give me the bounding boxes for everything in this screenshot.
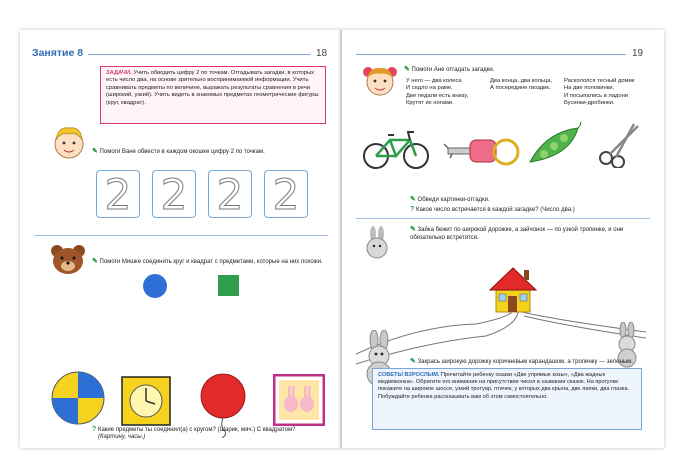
header-rule [88, 54, 310, 55]
left-page [20, 30, 342, 448]
riddle-instruction: ✎ Помоги Ане отгадать загадки. [404, 66, 495, 73]
question-line-1: ? Какие предметы ты соединил(а) с кругом? (Шарик, мяч.) С квадратом? [92, 426, 296, 433]
trace-box-2: 2 [152, 170, 196, 218]
trace-instruction: ✎ Помоги Ване обвести в каждом окошке цифру 2 по точкам. [92, 148, 265, 155]
boy-vanya-illustration [50, 122, 88, 162]
question-icon: ? [410, 206, 415, 213]
advice-text: Прочитайте ребенку сказки «Две упрямые козы», «Два жадных медвежонка». Обратите его внимание на присутствие чисел в названии сказок. На прогулке покажите на широкое шоссе, узкий тротуар, птичек, у которых два крыла, две лапки, два глазка. Побуждайте ребенка рассказывать вам об этом самостоятельно. [378, 372, 630, 400]
ball-illustration [50, 370, 106, 426]
riddle-1: У него — два колеса И седло на раме, Две педали есть внизу, Крутят их ногами. [406, 78, 469, 107]
advice-label: СОВЕТЫ ВЗРОСЛЫМ. [378, 372, 440, 378]
question-line-2: (Картину, часы.) [98, 434, 146, 440]
page-number-right: 19 [632, 48, 644, 59]
green-square-shape [218, 275, 239, 296]
tasks-box [100, 66, 326, 124]
lesson-title: Занятие 8 [32, 47, 84, 59]
pea-pod-illustration [526, 122, 584, 172]
blue-circle-shape [143, 274, 167, 298]
pencil-icon: ✎ [410, 196, 416, 203]
page-number-left: 18 [316, 48, 328, 59]
scissors-illustration [596, 120, 644, 168]
trace-box-4: 2 [264, 170, 308, 218]
pencil-icon: ✎ [410, 358, 416, 365]
number-question: ? Какое число встречается в каждой загадке? (Число два.) [410, 206, 575, 213]
bunny-instruction: ✎ Зайка бежит по широкой дорожке, а зайчонок — по узкой тропинке, и они обязательно встретятся. [410, 226, 624, 241]
pencil-icon: ✎ [92, 258, 98, 265]
section-divider [34, 235, 328, 236]
bunnies-picture-illustration [273, 374, 325, 426]
header-rule-right [356, 54, 626, 55]
question-icon: ? [92, 426, 97, 433]
section-divider-right [356, 218, 650, 219]
pencil-icon: ✎ [92, 148, 98, 155]
girl-anya-illustration [362, 62, 398, 98]
trace-box-1: 2 [96, 170, 140, 218]
color-instruction: ✎ Закрась широкую дорожку коричневым карандашом, а тропинку — зеленым. [410, 358, 633, 365]
bear-mishka-illustration [48, 242, 88, 276]
tasks-label: ЗАДАЧИ. [106, 70, 132, 76]
riddle-2: Два конца, два кольца, А посередине гвоздик. [490, 78, 553, 92]
pencil-icon: ✎ [410, 226, 416, 233]
bear-instruction: ✎ Помоги Мишке соединить круг и квадрат с предметами, которые на них похожи. [92, 258, 323, 265]
pencil-icon: ✎ [404, 66, 410, 73]
house-illustration [490, 268, 536, 312]
right-page [342, 30, 664, 448]
trace-box-3: 2 [208, 170, 252, 218]
key-ring-illustration [442, 128, 522, 174]
clock-picture-illustration [121, 376, 171, 426]
riddle-3: Раскололся тесный домик На две половинки, И посыпались в ладони Бусинки-дробинки. [564, 78, 635, 107]
circle-instruction: ✎ Обведи картинки-отгадки. [410, 196, 490, 203]
bicycle-illustration [362, 126, 430, 170]
tasks-text: Учить обводить цифру 2 по точкам. Отгадывать загадки, в которых есть число два, на основе зрительно воспринимаемой информации. Учить сравнивать предметы по величине, выражать результаты сравнения в речи (широкий, узкий). Учить видеть в знакомых предметах геометрические фигуры (круг, квадрат). [106, 70, 319, 106]
advice-box [372, 368, 642, 430]
